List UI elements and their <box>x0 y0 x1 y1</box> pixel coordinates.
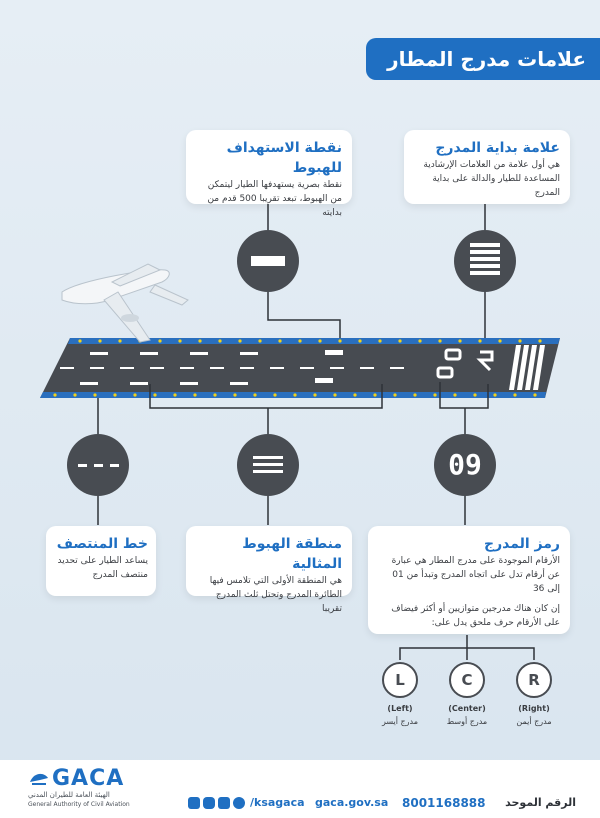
social-icons <box>188 797 248 811</box>
right-runway-circle: R <box>516 662 552 698</box>
designator-title: رمز المدرج <box>484 536 560 552</box>
logo-emblem-icon <box>28 768 50 790</box>
touchdown-body: هي المنطقة الأولى التي تلامس فيها الطائرة المدرج وتحتل ثلث المدرج تقريبا <box>209 576 342 614</box>
aiming-body: نقطة بصرية يستهدفها الطيار ليتمكن من الهبوط، تبعد تقريبا 500 قدم من بدايته <box>207 180 342 218</box>
logo-ar: الهيئة العامة للطيران المدني <box>28 791 110 799</box>
aiming-title: نقطة الاستهداف للهبوط <box>226 140 342 176</box>
center-runway-circle: C <box>449 662 485 698</box>
phone-label: الرقم الموحد <box>505 796 576 809</box>
touchdown-icon <box>253 456 283 473</box>
footer <box>0 760 600 818</box>
top-connectors <box>268 204 485 352</box>
center-en: (Center) <box>448 704 486 713</box>
phone-number[interactable]: 8001168888 <box>402 796 486 810</box>
threshold-body: هي أول علامة من العلامات الإرشادية المساعدة للطيار والدالة على بداية المدرج <box>423 160 560 198</box>
instagram-icon[interactable] <box>203 797 215 809</box>
twitter-icon[interactable] <box>188 797 200 809</box>
left-en: (Left) <box>387 704 413 713</box>
website-link[interactable]: gaca.gov.sa <box>315 796 389 809</box>
designator-body-1: الأرقام الموجودة على مدرج المطار هي عبارة عن أرقام تدل على اتجاه المدرج وتبدأ من 01 إلى 36 <box>391 556 560 594</box>
airplane-icon <box>62 264 188 342</box>
right-ar: مدرج أيمن <box>516 717 552 726</box>
youtube-icon[interactable] <box>218 797 230 809</box>
page-title: علامات مدرج المطار <box>387 47 586 71</box>
designator-card <box>368 526 570 634</box>
letter-connectors <box>400 635 534 660</box>
designator-body-2: إن كان هناك مدرجين متوازيين أو أكثر فيضاف على الأرقام حرف ملحق يدل على: <box>391 604 560 628</box>
centerline-icon <box>78 464 119 467</box>
runway-code: 09 <box>448 448 482 481</box>
social-handle[interactable]: /ksagaca <box>250 796 305 809</box>
gaca-logo <box>28 766 158 812</box>
centerline-card <box>46 526 156 596</box>
telegram-icon[interactable] <box>233 797 245 809</box>
logo-en: General Authority of Civil Aviation <box>28 801 130 808</box>
touchdown-title: منطقة الهبوط المثالية <box>242 536 342 572</box>
runway <box>40 338 560 398</box>
logo-text: GACA <box>52 766 125 791</box>
centerline-title: خط المنتصف <box>56 536 148 552</box>
aiming-icon <box>251 256 285 266</box>
center-ar: مدرج أوسط <box>446 717 488 726</box>
centerline-body: يساعد الطيار على تحديد منتصف المدرج <box>57 556 148 580</box>
threshold-title: علامة بداية المدرج <box>435 140 560 156</box>
left-ar: مدرج أيسر <box>381 717 419 726</box>
touchdown-card <box>186 526 352 614</box>
right-en: (Right) <box>518 704 550 713</box>
left-runway-circle: L <box>382 662 418 698</box>
